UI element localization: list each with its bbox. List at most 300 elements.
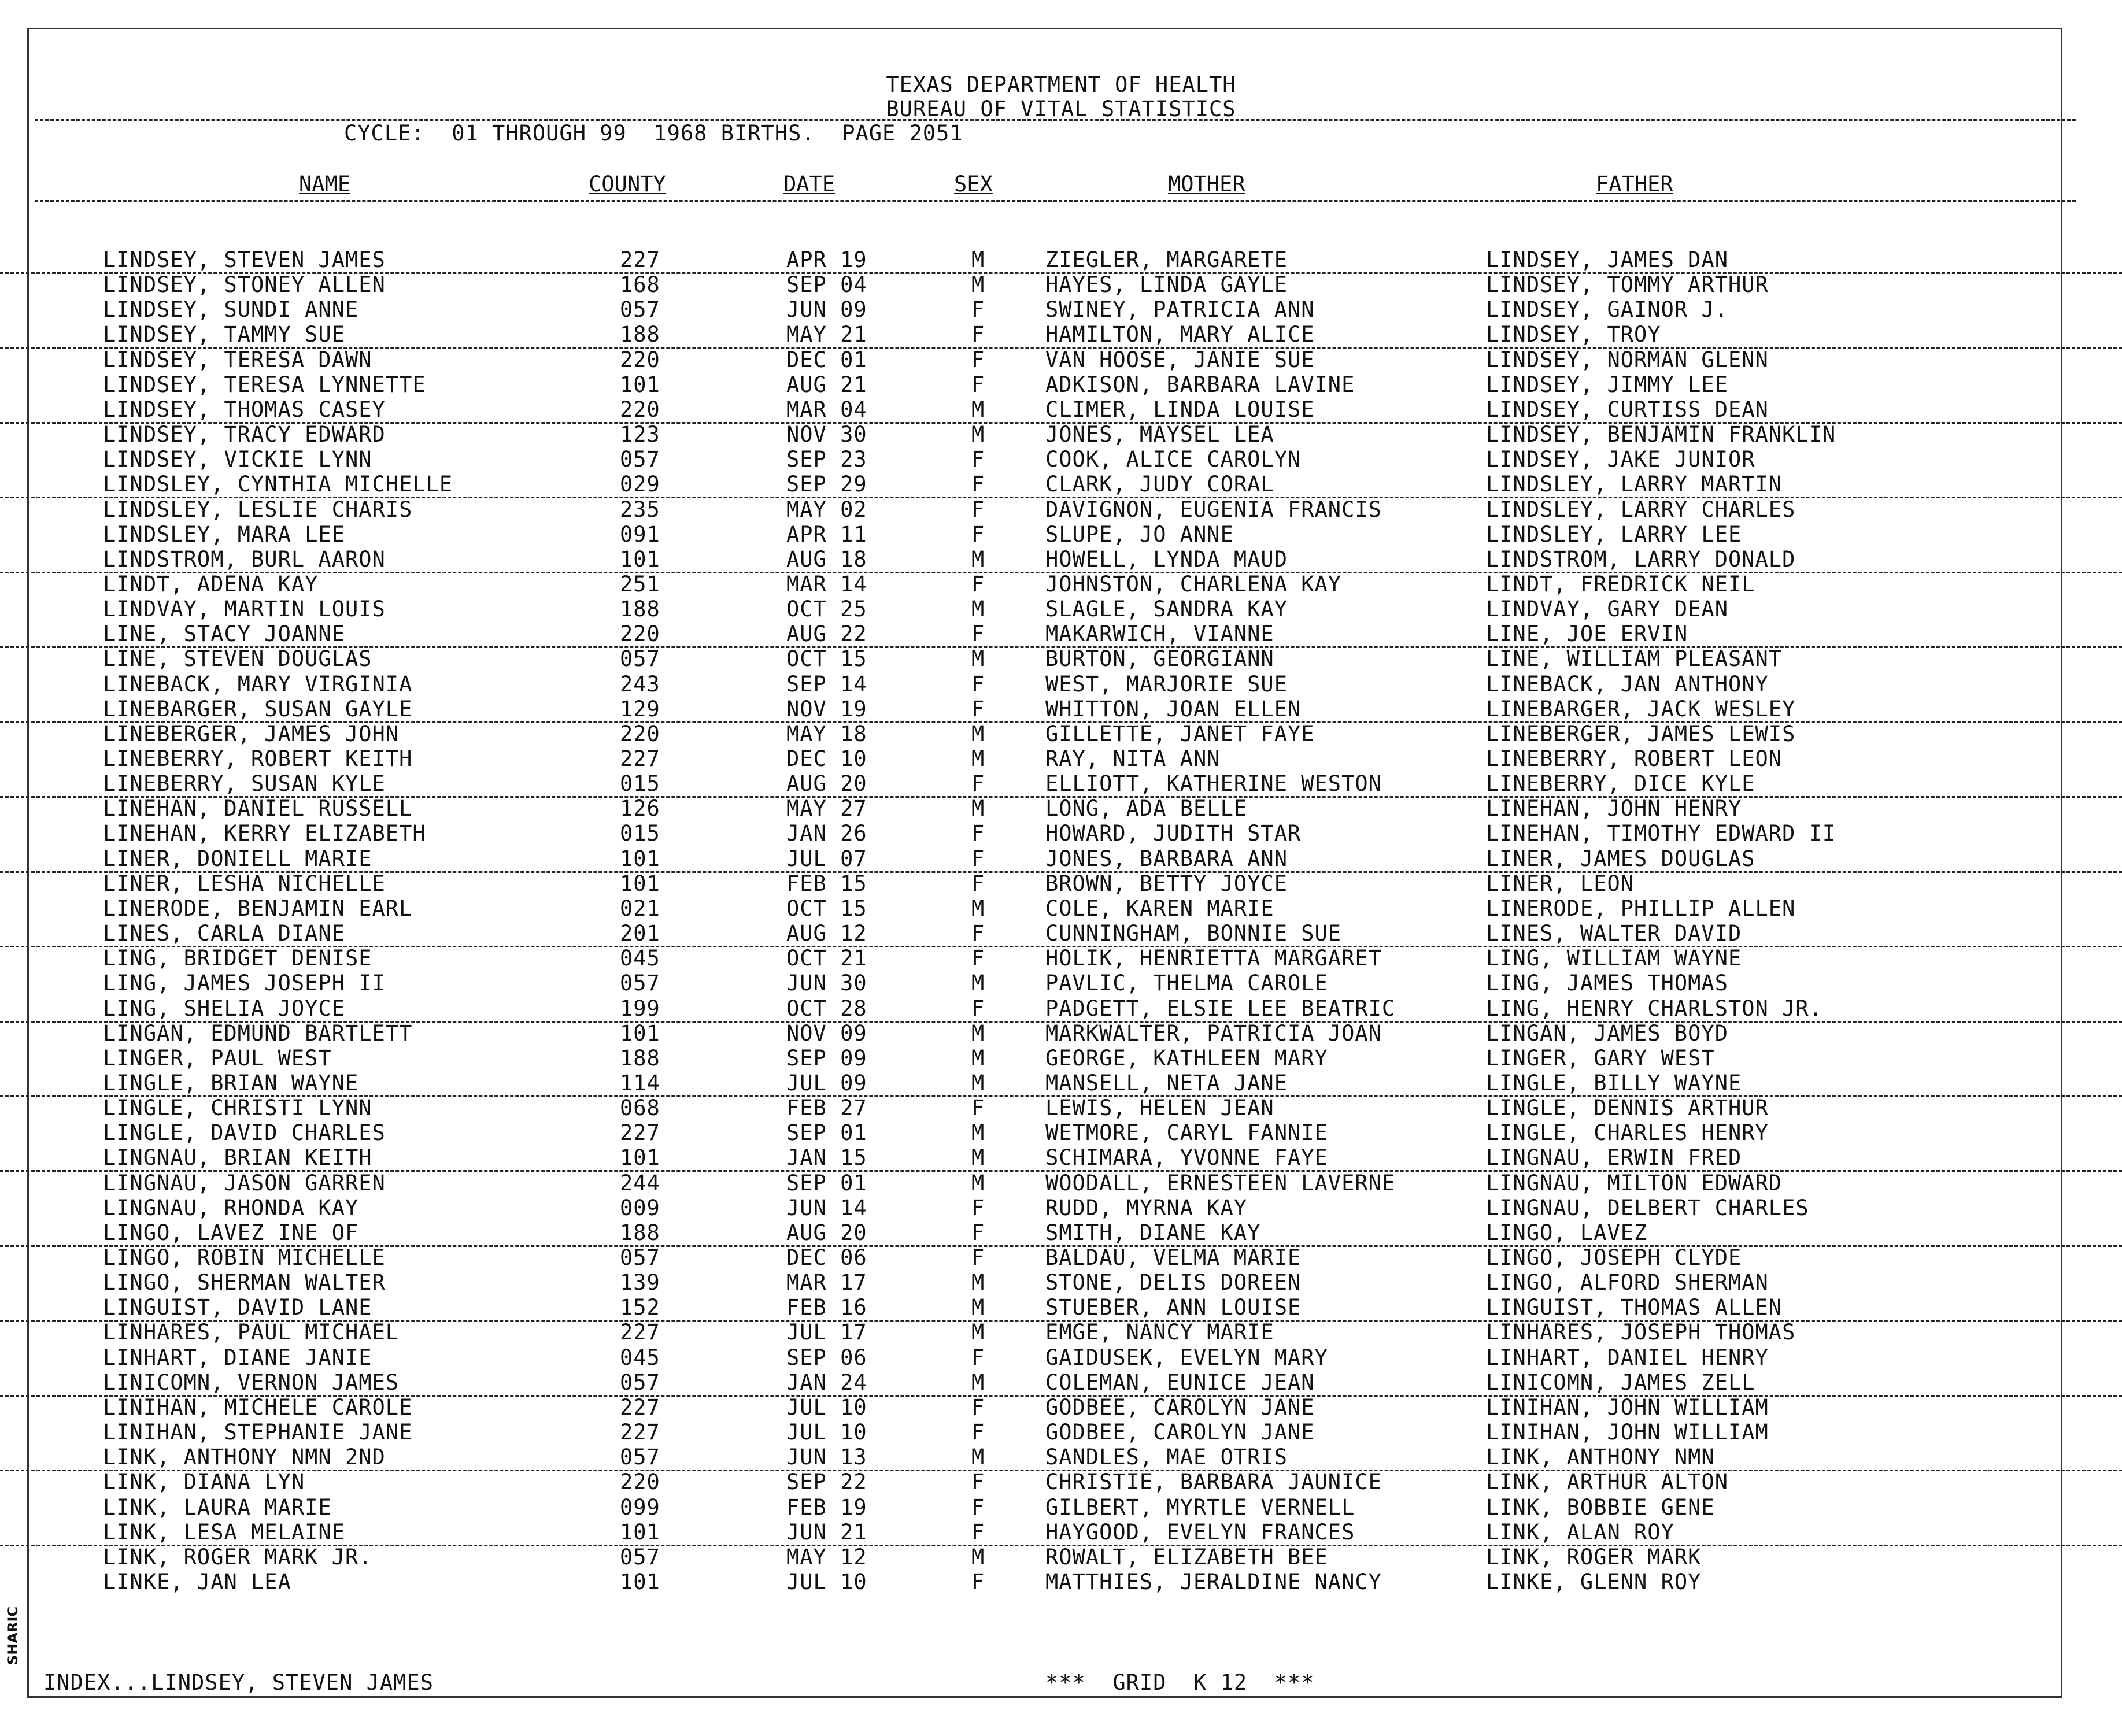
table-row [0, 597, 2122, 621]
cell-name: LINERODE, BENJAMIN EARL [103, 895, 413, 921]
cell-county: 091 [620, 521, 660, 547]
cell-date: SEP 06 [786, 1345, 867, 1370]
cell-name: LINGAN, EDMUND BARTLETT [103, 1020, 413, 1046]
cell-name: LINIHAN, STEPHANIE JANE [103, 1420, 413, 1445]
cell-county: 101 [620, 1020, 660, 1046]
table-row [0, 297, 2122, 322]
cell-date: SEP 29 [786, 472, 867, 497]
cell-date: JUL 17 [786, 1320, 867, 1345]
cell-name: LINGO, SHERMAN WALTER [103, 1270, 386, 1295]
table-row [0, 1120, 2122, 1145]
cell-date: NOV 19 [786, 696, 867, 721]
table-row [0, 871, 2122, 896]
cell-sex: F [971, 521, 985, 547]
cell-county: 021 [620, 895, 660, 921]
cell-name: LINK, ROGER MARK JR. [103, 1544, 372, 1570]
cell-father: LINDSEY, JAKE JUNIOR [1486, 447, 1755, 472]
cell-county: 227 [620, 746, 660, 771]
cell-mother: CLIMER, LINDA LOUISE [1045, 397, 1315, 422]
table-row [0, 996, 2122, 1023]
cell-sex: F [971, 372, 985, 397]
cell-sex: F [971, 1394, 985, 1420]
table-row [0, 422, 2122, 447]
cell-date: APR 11 [786, 521, 867, 547]
cell-date: JUL 09 [786, 1070, 867, 1095]
cell-father: LINEHAN, TIMOTHY EDWARD II [1486, 821, 1836, 846]
cell-mother: ELLIOTT, KATHERINE WESTON [1045, 771, 1382, 797]
table-row [0, 272, 2122, 297]
cell-father: LINERODE, PHILLIP ALLEN [1486, 895, 1796, 921]
cell-date: DEC 06 [786, 1245, 867, 1270]
table-row [0, 1295, 2122, 1322]
table-row [0, 1395, 2122, 1420]
cell-name: LINGO, ROBIN MICHELLE [103, 1245, 386, 1270]
cell-name: LINDSEY, TERESA DAWN [103, 347, 372, 372]
cell-father: LINGAN, JAMES BOYD [1486, 1020, 1728, 1046]
cell-county: 057 [620, 1445, 660, 1470]
cell-father: LINGO, ALFORD SHERMAN [1486, 1270, 1769, 1295]
cell-mother: RAY, NITA ANN [1045, 746, 1221, 771]
cell-father: LINGO, LAVEZ [1486, 1220, 1648, 1245]
cell-sex: F [971, 846, 985, 871]
table-row [0, 1320, 2122, 1345]
cell-date: SEP 23 [786, 447, 867, 472]
cell-county: 101 [620, 1145, 660, 1171]
cell-name: LINIHAN, MICHELE CAROLE [103, 1394, 413, 1420]
cell-date: JUL 07 [786, 846, 867, 871]
cell-mother: HAYES, LINDA GAYLE [1045, 272, 1288, 298]
table-row [0, 1195, 2122, 1220]
table-row [0, 1495, 2122, 1520]
cell-mother: SLAGLE, SANDRA KAY [1045, 597, 1288, 622]
cell-father: LINGLE, DENNIS ARTHUR [1486, 1095, 1769, 1121]
cell-father: LINICOMN, JAMES ZELL [1486, 1369, 1755, 1395]
cell-sex: F [971, 1195, 985, 1220]
cell-name: LINEHAN, KERRY ELIZABETH [103, 821, 426, 846]
cell-county: 152 [620, 1295, 660, 1320]
index-label: INDEX...LINDSEY, STEVEN JAMES [43, 1670, 434, 1695]
cell-sex: F [971, 1569, 985, 1594]
cell-mother: ADKISON, BARBARA LAVINE [1045, 372, 1355, 397]
cell-mother: EMGE, NANCY MARIE [1045, 1320, 1274, 1345]
cell-sex: F [971, 1245, 985, 1270]
cell-name: LINGLE, DAVID CHARLES [103, 1120, 386, 1146]
table-row [0, 497, 2122, 522]
cell-sex: F [971, 1494, 985, 1520]
cell-county: 057 [620, 447, 660, 472]
cell-county: 243 [620, 671, 660, 697]
cell-county: 101 [620, 546, 660, 572]
table-row [0, 672, 2122, 697]
cell-sex: F [971, 571, 985, 597]
cell-mother: GEORGE, KATHLEEN MARY [1045, 1045, 1328, 1071]
cell-county: 015 [620, 771, 660, 797]
cell-mother: SANDLES, MAE OTRIS [1045, 1445, 1288, 1470]
department-title: TEXAS DEPARTMENT OF HEALTH [886, 72, 1236, 97]
cell-mother: MATTHIES, JERALDINE NANCY [1045, 1569, 1382, 1594]
cell-mother: GAIDUSEK, EVELYN MARY [1045, 1345, 1328, 1370]
cell-county: 057 [620, 971, 660, 996]
cell-name: LINK, DIANA LYN [103, 1470, 305, 1495]
cell-father: LINEBERRY, ROBERT LEON [1486, 746, 1783, 771]
cell-date: AUG 12 [786, 921, 867, 946]
cell-date: MAY 27 [786, 796, 867, 821]
cell-father: LINEHAN, JOHN HENRY [1486, 796, 1742, 821]
cell-name: LINER, DONIELL MARIE [103, 846, 372, 871]
table-row [0, 372, 2122, 397]
cell-date: JAN 15 [786, 1145, 867, 1171]
cell-county: 045 [620, 1345, 660, 1370]
cell-sex: M [971, 1369, 985, 1395]
column-header-name: NAME [299, 172, 351, 197]
table-row [0, 347, 2122, 372]
cell-mother: STONE, DELIS DOREEN [1045, 1270, 1302, 1295]
table-row [0, 746, 2122, 771]
cell-date: AUG 22 [786, 621, 867, 647]
cell-sex: M [971, 1445, 985, 1470]
cell-date: MAR 14 [786, 571, 867, 597]
cell-father: LINDSLEY, LARRY MARTIN [1486, 472, 1783, 497]
cell-date: FEB 27 [786, 1095, 867, 1121]
cell-father: LINDSEY, JAMES DAN [1486, 247, 1728, 272]
cell-sex: F [971, 322, 985, 347]
cell-mother: SWINEY, PATRICIA ANN [1045, 297, 1315, 323]
cell-father: LINGNAU, MILTON EDWARD [1486, 1170, 1783, 1195]
cell-date: FEB 16 [786, 1295, 867, 1320]
cell-date: JUL 10 [786, 1420, 867, 1445]
cell-sex: M [971, 422, 985, 447]
cell-father: LINEBACK, JAN ANTHONY [1486, 671, 1769, 697]
cell-name: LINDSLEY, LESLIE CHARIS [103, 497, 413, 522]
table-row [0, 1345, 2122, 1370]
cell-name: LING, BRIDGET DENISE [103, 946, 372, 971]
table-row [0, 472, 2122, 498]
cell-county: 244 [620, 1170, 660, 1195]
cell-father: LING, JAMES THOMAS [1486, 971, 1728, 996]
cell-name: LING, SHELIA JOYCE [103, 995, 345, 1021]
bureau-title: BUREAU OF VITAL STATISTICS [886, 97, 1236, 121]
cell-name: LINDSEY, TAMMY SUE [103, 322, 345, 347]
table-row [0, 821, 2122, 846]
cell-mother: GILLETTE, JANET FAYE [1045, 721, 1315, 746]
cell-father: LINGLE, BILLY WAYNE [1486, 1070, 1742, 1095]
cell-father: LINDSTROM, LARRY DONALD [1486, 546, 1796, 572]
cell-sex: F [971, 871, 985, 896]
cell-name: LINGER, PAUL WEST [103, 1045, 332, 1071]
cell-mother: PADGETT, ELSIE LEE BEATRIC [1045, 995, 1396, 1021]
cell-date: JUN 21 [786, 1519, 867, 1545]
cell-father: LINEBERGER, JAMES LEWIS [1486, 721, 1796, 746]
cell-name: LINDSLEY, MARA LEE [103, 521, 345, 547]
cell-name: LINDSEY, TRACY EDWARD [103, 422, 386, 447]
table-row [0, 447, 2122, 472]
cell-name: LINES, CARLA DIANE [103, 921, 345, 946]
cell-father: LINE, WILLIAM PLEASANT [1486, 646, 1783, 672]
table-row [0, 921, 2122, 947]
cell-father: LINGER, GARY WEST [1486, 1045, 1715, 1071]
cell-date: FEB 15 [786, 871, 867, 896]
cell-father: LINDSEY, GAINOR J. [1486, 297, 1728, 323]
cell-sex: M [971, 796, 985, 821]
cell-sex: M [971, 746, 985, 771]
cell-date: AUG 21 [786, 372, 867, 397]
cell-mother: BALDAU, VELMA MARIE [1045, 1245, 1302, 1270]
table-row [0, 1021, 2122, 1046]
cell-mother: SLUPE, JO ANNE [1045, 521, 1234, 547]
cell-county: 101 [620, 372, 660, 397]
cell-mother: CLARK, JUDY CORAL [1045, 472, 1274, 497]
cell-mother: HAYGOOD, EVELYN FRANCES [1045, 1519, 1355, 1545]
cell-county: 220 [620, 1470, 660, 1495]
cell-father: LINDVAY, GARY DEAN [1486, 597, 1728, 622]
cell-sex: M [971, 646, 985, 672]
cell-county: 114 [620, 1070, 660, 1095]
cell-name: LINGLE, CHRISTI LYNN [103, 1095, 372, 1121]
cell-county: 227 [620, 1120, 660, 1146]
cell-mother: BROWN, BETTY JOYCE [1045, 871, 1288, 896]
table-row [0, 721, 2122, 746]
cell-county: 227 [620, 247, 660, 272]
cell-name: LINDSEY, TERESA LYNNETTE [103, 372, 426, 397]
cell-mother: WHITTON, JOAN ELLEN [1045, 696, 1302, 721]
cell-sex: F [971, 921, 985, 946]
cell-date: SEP 04 [786, 272, 867, 298]
cell-date: APR 19 [786, 247, 867, 272]
cell-mother: COLE, KAREN MARIE [1045, 895, 1274, 921]
cell-name: LINDSEY, STONEY ALLEN [103, 272, 386, 298]
table-row [0, 1420, 2122, 1445]
cell-date: DEC 01 [786, 347, 867, 372]
cell-name: LINEHAN, DANIEL RUSSELL [103, 796, 413, 821]
table-row [0, 771, 2122, 798]
cell-name: LINDVAY, MARTIN LOUIS [103, 597, 386, 622]
cell-date: OCT 28 [786, 995, 867, 1021]
cell-father: LINK, ROGER MARK [1486, 1544, 1702, 1570]
cell-mother: JOHNSTON, CHARLENA KAY [1045, 571, 1342, 597]
cell-name: LINDSTROM, BURL AARON [103, 546, 386, 572]
cell-mother: JONES, MAYSEL LEA [1045, 422, 1274, 447]
cell-name: LINE, STEVEN DOUGLAS [103, 646, 372, 672]
cell-county: 126 [620, 796, 660, 821]
cell-name: LINGLE, BRIAN WAYNE [103, 1070, 359, 1095]
cell-mother: LONG, ADA BELLE [1045, 796, 1248, 821]
cell-county: 057 [620, 297, 660, 323]
cell-mother: COOK, ALICE CAROLYN [1045, 447, 1302, 472]
cell-father: LINES, WALTER DAVID [1486, 921, 1742, 946]
cell-sex: F [971, 347, 985, 372]
cell-sex: F [971, 447, 985, 472]
cell-sex: M [971, 895, 985, 921]
table-row [0, 1445, 2122, 1471]
table-row [0, 1220, 2122, 1247]
cell-father: LINEBARGER, JACK WESLEY [1486, 696, 1796, 721]
table-row [0, 1470, 2122, 1494]
cell-name: LINGUIST, DAVID LANE [103, 1295, 372, 1320]
column-header-father: FATHER [1596, 172, 1673, 197]
cell-name: LINDT, ADENA KAY [103, 571, 319, 597]
cell-sex: F [971, 472, 985, 497]
cell-mother: MANSELL, NETA JANE [1045, 1070, 1288, 1095]
cell-father: LINKE, GLENN ROY [1486, 1569, 1702, 1594]
cell-county: 057 [620, 1245, 660, 1270]
table-row [0, 646, 2122, 671]
cell-sex: F [971, 1519, 985, 1545]
cell-father: LINHART, DANIEL HENRY [1486, 1345, 1769, 1370]
cell-father: LING, WILLIAM WAYNE [1486, 946, 1742, 971]
cell-mother: DAVIGNON, EUGENIA FRANCIS [1045, 497, 1382, 522]
cell-county: 251 [620, 571, 660, 597]
cell-county: 099 [620, 1494, 660, 1520]
cell-sex: F [971, 621, 985, 647]
cell-mother: JONES, BARBARA ANN [1045, 846, 1288, 871]
cell-sex: M [971, 247, 985, 272]
header-divider [35, 119, 2076, 121]
table-row [0, 796, 2122, 821]
cell-mother: HOWELL, LYNDA MAUD [1045, 546, 1288, 572]
cell-county: 101 [620, 871, 660, 896]
table-row [0, 971, 2122, 995]
cell-sex: F [971, 946, 985, 971]
cell-county: 188 [620, 1220, 660, 1245]
cell-county: 057 [620, 1544, 660, 1570]
cell-father: LINDSEY, TROY [1486, 322, 1661, 347]
cell-name: LINK, LAURA MARIE [103, 1494, 332, 1520]
cell-county: 101 [620, 1569, 660, 1594]
cell-name: LINEBACK, MARY VIRGINIA [103, 671, 413, 697]
cell-date: AUG 20 [786, 1220, 867, 1245]
cell-name: LINDSEY, THOMAS CASEY [103, 397, 386, 422]
cell-date: MAY 18 [786, 721, 867, 746]
cell-name: LINDSLEY, CYNTHIA MICHELLE [103, 472, 453, 497]
cell-father: LINIHAN, JOHN WILLIAM [1486, 1394, 1769, 1420]
cell-sex: M [971, 1070, 985, 1095]
cycle-line: CYCLE: 01 THROUGH 99 1968 BIRTHS. PAGE 2051 [344, 121, 963, 146]
cell-sex: M [971, 1170, 985, 1195]
cell-sex: M [971, 597, 985, 622]
table-row [0, 1520, 2122, 1546]
table-row [0, 1245, 2122, 1270]
cell-name: LINGNAU, BRIAN KEITH [103, 1145, 372, 1171]
cell-county: 101 [620, 1519, 660, 1545]
cell-name: LING, JAMES JOSEPH II [103, 971, 386, 996]
table-row [0, 946, 2122, 971]
cell-sex: F [971, 297, 985, 323]
cell-county: 029 [620, 472, 660, 497]
cell-county: 188 [620, 597, 660, 622]
cell-father: LINDSEY, BENJAMIN FRANKLIN [1486, 422, 1836, 447]
cell-name: LINHART, DIANE JANIE [103, 1345, 372, 1370]
cell-sex: M [971, 1270, 985, 1295]
cell-father: LINGUIST, THOMAS ALLEN [1486, 1295, 1783, 1320]
cell-name: LINER, LESHA NICHELLE [103, 871, 386, 896]
cell-mother: STUEBER, ANN LOUISE [1045, 1295, 1302, 1320]
cell-county: 129 [620, 696, 660, 721]
cell-date: SEP 09 [786, 1045, 867, 1071]
cell-name: LINEBERRY, SUSAN KYLE [103, 771, 386, 797]
cell-mother: HOWARD, JUDITH STAR [1045, 821, 1302, 846]
cell-date: NOV 09 [786, 1020, 867, 1046]
cell-date: JUL 10 [786, 1394, 867, 1420]
cell-mother: CHRISTIE, BARBARA JAUNICE [1045, 1470, 1382, 1495]
table-row [0, 896, 2122, 921]
cell-date: MAR 17 [786, 1270, 867, 1295]
cell-sex: M [971, 397, 985, 422]
cell-date: SEP 22 [786, 1470, 867, 1495]
cell-name: LINICOMN, VERNON JAMES [103, 1369, 400, 1395]
cell-sex: F [971, 1095, 985, 1121]
cell-date: JAN 26 [786, 821, 867, 846]
cell-date: FEB 19 [786, 1494, 867, 1520]
cell-sex: M [971, 721, 985, 746]
cell-father: LINDSLEY, LARRY CHARLES [1486, 497, 1796, 522]
cell-county: 188 [620, 322, 660, 347]
cell-date: SEP 01 [786, 1170, 867, 1195]
cell-county: 220 [620, 621, 660, 647]
cell-mother: SMITH, DIANE KAY [1045, 1220, 1261, 1245]
cell-county: 227 [620, 1320, 660, 1345]
cell-county: 045 [620, 946, 660, 971]
cell-father: LINDSEY, NORMAN GLENN [1486, 347, 1769, 372]
cell-name: LINK, LESA MELAINE [103, 1519, 345, 1545]
cell-date: JUN 09 [786, 297, 867, 323]
cell-father: LINHARES, JOSEPH THOMAS [1486, 1320, 1796, 1345]
cell-sex: F [971, 671, 985, 697]
cell-mother: WOODALL, ERNESTEEN LAVERNE [1045, 1170, 1396, 1195]
cell-mother: ZIEGLER, MARGARETE [1045, 247, 1288, 272]
cell-date: OCT 21 [786, 946, 867, 971]
cell-sex: F [971, 497, 985, 522]
table-row [0, 846, 2122, 873]
table-row [0, 322, 2122, 349]
cell-county: 188 [620, 1045, 660, 1071]
cell-date: MAY 02 [786, 497, 867, 522]
cell-county: 220 [620, 721, 660, 746]
cell-name: LINEBERGER, JAMES JOHN [103, 721, 400, 746]
table-row [0, 1270, 2122, 1295]
cell-name: LINEBERRY, ROBERT KEITH [103, 746, 413, 771]
cell-sex: M [971, 1544, 985, 1570]
cell-date: OCT 15 [786, 895, 867, 921]
cell-sex: M [971, 1320, 985, 1345]
cell-name: LINGO, LAVEZ INE OF [103, 1220, 359, 1245]
cell-sex: M [971, 1020, 985, 1046]
cell-father: LINEBERRY, DICE KYLE [1486, 771, 1755, 797]
cell-father: LINGNAU, ERWIN FRED [1486, 1145, 1742, 1171]
column-header-date: DATE [783, 172, 836, 197]
cell-county: 101 [620, 846, 660, 871]
cell-name: LINE, STACY JOANNE [103, 621, 345, 647]
column-header-divider [35, 200, 2076, 202]
cell-county: 227 [620, 1420, 660, 1445]
cell-sex: M [971, 971, 985, 996]
cell-sex: F [971, 1420, 985, 1445]
cell-mother: ROWALT, ELIZABETH BEE [1045, 1544, 1328, 1570]
cell-name: LINGNAU, RHONDA KAY [103, 1195, 359, 1220]
cell-sex: F [971, 1470, 985, 1495]
grid-label: *** GRID K 12 *** [1045, 1670, 1315, 1695]
cell-father: LINGNAU, DELBERT CHARLES [1486, 1195, 1809, 1220]
cell-name: LINGNAU, JASON GARREN [103, 1170, 386, 1195]
cell-date: MAR 04 [786, 397, 867, 422]
cell-mother: GILBERT, MYRTLE VERNELL [1045, 1494, 1355, 1520]
table-row [0, 547, 2122, 573]
cell-sex: F [971, 1345, 985, 1370]
cell-sex: M [971, 1120, 985, 1146]
cell-name: LINHARES, PAUL MICHAEL [103, 1320, 400, 1345]
cell-father: LINDSEY, CURTISS DEAN [1486, 397, 1769, 422]
cell-date: JUL 10 [786, 1569, 867, 1594]
cell-sex: F [971, 771, 985, 797]
